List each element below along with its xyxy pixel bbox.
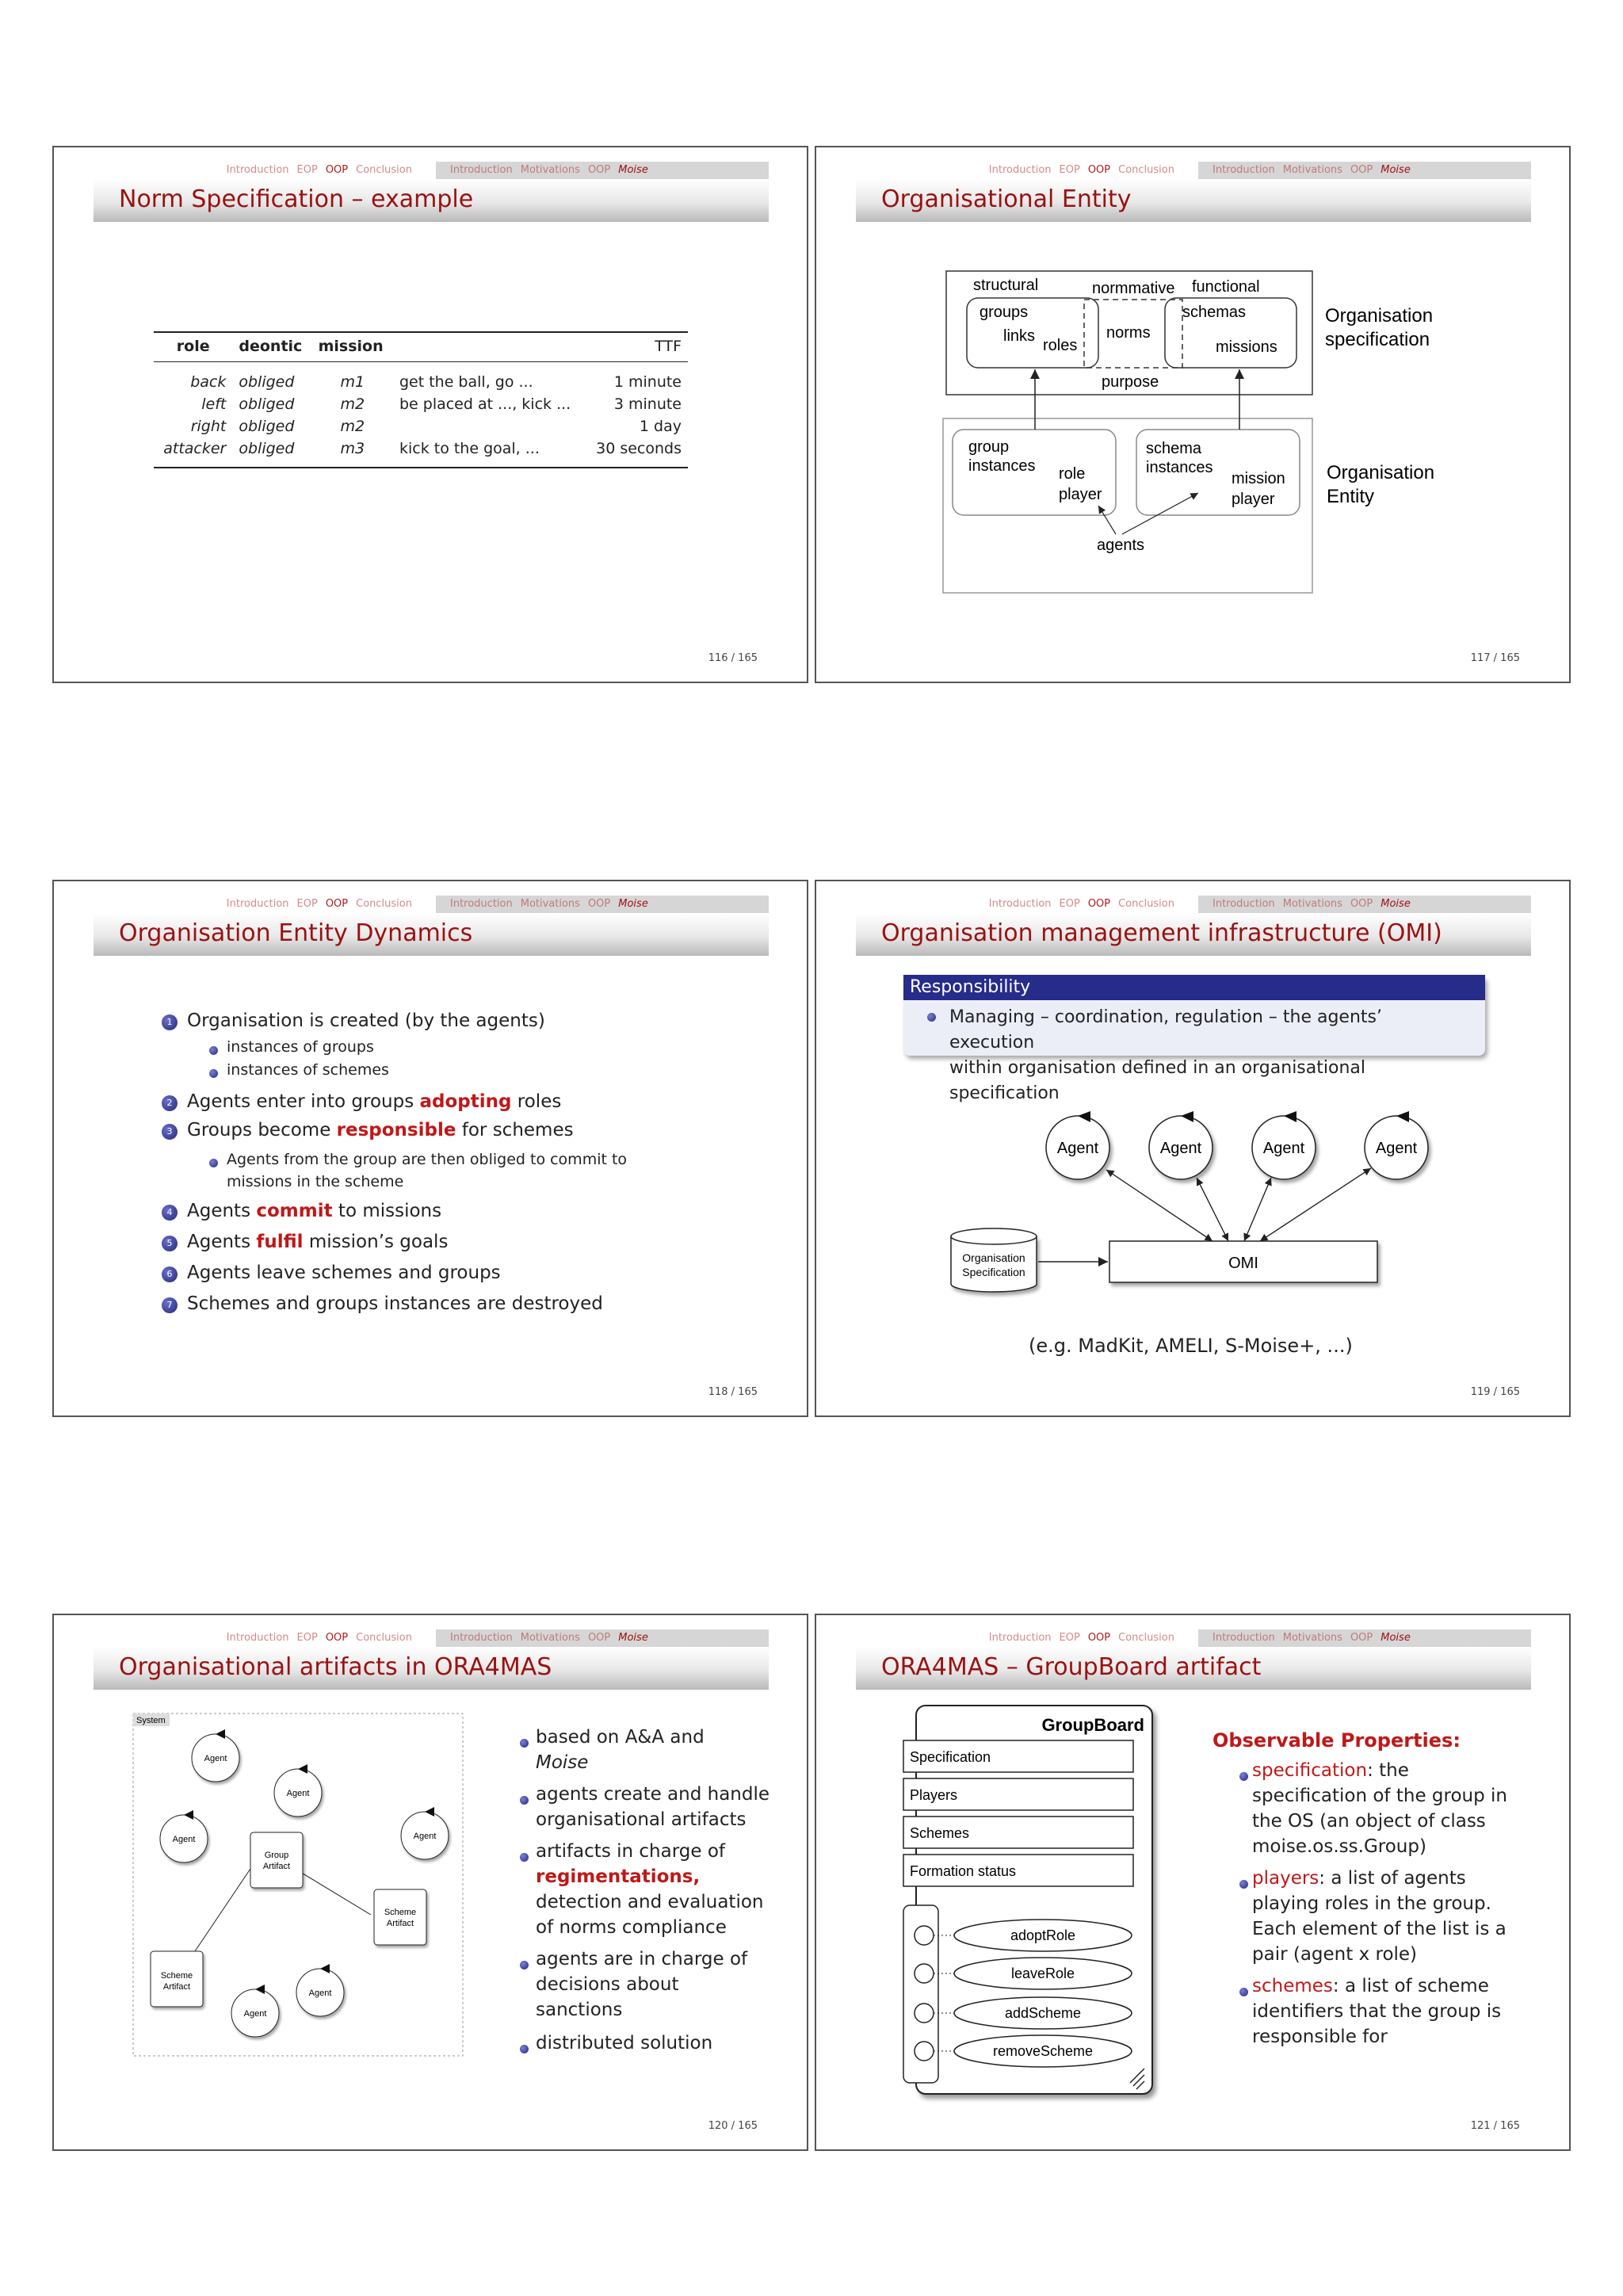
nav-conclusion[interactable]: Conclusion — [1118, 898, 1174, 910]
nav-introduction[interactable]: Introduction — [988, 1632, 1052, 1644]
organisational-entity-diagram — [816, 147, 1572, 685]
bullet-icon — [1239, 1772, 1248, 1781]
svg-text:Agent: Agent — [204, 1754, 227, 1763]
agent-node — [1252, 1111, 1316, 1179]
groups-label: groups — [980, 304, 1029, 321]
num-1: 1 — [162, 1014, 178, 1030]
artifact-name: GroupBoard — [1041, 1715, 1144, 1735]
page-number: 121 / 165 — [1470, 2120, 1520, 2132]
nav-introduction[interactable]: Introduction — [226, 898, 289, 910]
cell-ttf: 3 minute — [613, 395, 682, 413]
svg-text:Agent: Agent — [243, 2009, 267, 2019]
block-title: Responsibility — [903, 975, 1485, 1000]
num-4: 4 — [162, 1205, 178, 1221]
observable-properties — [816, 1615, 1572, 2153]
svg-text:Agent: Agent — [172, 1835, 196, 1844]
col-ttf: TTF — [586, 332, 688, 362]
spec-database — [951, 1228, 1037, 1292]
list-subitem: Agents from the group are then obliged to commit to — [227, 1151, 628, 1168]
svg-text:addScheme: addScheme — [1004, 2005, 1082, 2021]
nav-eop[interactable]: EOP — [1059, 164, 1080, 176]
svg-text:Agent: Agent — [1262, 1140, 1305, 1157]
cell-mission: m1 — [340, 373, 365, 391]
bullet-text: based on A&A and Moise — [536, 1727, 705, 1773]
nav-introduction[interactable]: Introduction — [226, 1632, 289, 1644]
page-number: 119 / 165 — [1470, 1386, 1520, 1398]
num-2: 2 — [162, 1095, 178, 1111]
svg-text:Artifact: Artifact — [262, 1862, 291, 1871]
cell-deontic: obliged — [239, 440, 295, 457]
cell-ttf: 30 seconds — [596, 440, 682, 457]
cell-mission: m2 — [340, 395, 365, 413]
subnav-oop[interactable]: OOP — [587, 164, 611, 176]
col-role: role — [154, 332, 232, 362]
nav-introduction[interactable]: Introduction — [988, 898, 1052, 910]
cell-mission: m2 — [340, 418, 365, 435]
bullet-text: agents create and handle organisational artifacts — [536, 1784, 770, 1830]
omi-label: OMI — [1228, 1255, 1258, 1272]
functional-label: functional — [1192, 278, 1260, 296]
nav-conclusion[interactable]: Conclusion — [356, 898, 412, 910]
nav-conclusion[interactable]: Conclusion — [1118, 1632, 1174, 1644]
subnav-oop[interactable]: OOP — [587, 898, 611, 910]
group-instances-label-1: group — [968, 438, 1010, 456]
dynamics-list — [54, 881, 810, 1419]
bullet-icon — [1239, 1988, 1248, 1996]
cell-description: kick to the goal, ... — [399, 440, 540, 457]
schema-instances-label-2: instances — [1146, 459, 1213, 476]
nav-eop[interactable]: EOP — [296, 164, 318, 176]
list-item: Groups become responsible for schemes — [187, 1120, 574, 1140]
table-row — [154, 393, 688, 415]
cell-deontic: obliged — [239, 373, 295, 391]
svg-text:Agent: Agent — [1375, 1140, 1418, 1157]
cell-description: be placed at ..., kick ... — [399, 395, 571, 413]
subnav-moise[interactable]: Moise — [1381, 164, 1411, 176]
svg-text:Agent: Agent — [1056, 1140, 1099, 1157]
subnav-motivations[interactable]: Motivations — [520, 1632, 580, 1644]
purpose-label: purpose — [1102, 373, 1159, 391]
nav-oop[interactable]: OOP — [1087, 898, 1111, 910]
page-number: 116 / 165 — [708, 652, 758, 664]
subnav-introduction[interactable]: Introduction — [450, 1632, 513, 1644]
slide-title: Organisational artifacts in ORA4MAS — [119, 1653, 552, 1681]
subnav-oop[interactable]: OOP — [1350, 164, 1373, 176]
slide-116 — [52, 146, 808, 683]
system-label: System — [136, 1716, 166, 1725]
subnav-moise[interactable]: Moise — [1381, 898, 1411, 910]
subnav-moise[interactable]: Moise — [618, 164, 648, 176]
num-3: 3 — [162, 1124, 178, 1140]
list-subitem: missions in the scheme — [227, 1173, 404, 1190]
svg-text:Scheme: Scheme — [384, 1908, 417, 1917]
cell-role: right — [190, 418, 227, 435]
subnav-oop[interactable]: OOP — [1350, 898, 1373, 910]
nav-introduction[interactable]: Introduction — [226, 164, 289, 176]
bullet-text: schemes: a list of scheme identifiers that the group is responsible for — [1252, 1976, 1502, 2047]
nav-conclusion[interactable]: Conclusion — [1118, 164, 1174, 176]
bullet-icon — [1239, 1880, 1248, 1889]
table-row — [154, 415, 688, 437]
list-subitem: instances of schemes — [227, 1061, 389, 1079]
col-mission: mission — [312, 332, 393, 362]
ora4mas-bullets — [54, 1615, 810, 2153]
group-instances-label-2: instances — [968, 457, 1036, 475]
svg-text:Agent: Agent — [308, 1988, 332, 1998]
arrow-agents-to-mission — [1122, 493, 1198, 534]
spec-caption-1: Organisation — [1325, 305, 1434, 327]
schemas-label: schemas — [1182, 304, 1247, 321]
svg-text:Agent: Agent — [413, 1832, 437, 1841]
mission-player-label-1: mission — [1232, 470, 1285, 487]
nav-bar — [94, 162, 807, 179]
subnav-oop[interactable]: OOP — [587, 1632, 611, 1644]
svg-text:Players: Players — [910, 1787, 958, 1803]
list-item: Organisation is created (by the agents) — [187, 1010, 545, 1031]
slide-title: ORA4MAS – GroupBoard artifact — [881, 1653, 1262, 1681]
nav-eop[interactable]: EOP — [296, 1632, 318, 1644]
num-7: 7 — [162, 1297, 178, 1313]
cell-deontic: obliged — [239, 418, 295, 435]
nav-eop[interactable]: EOP — [1059, 1632, 1080, 1644]
role-player-label-2: player — [1059, 486, 1102, 503]
agent-node — [1046, 1111, 1109, 1179]
svg-text:Specification: Specification — [962, 1266, 1025, 1278]
omi-examples: (e.g. MadKit, AMELI, S-Moise+, ...) — [1029, 1335, 1353, 1357]
nav-eop[interactable]: EOP — [296, 898, 318, 910]
slide-118 — [52, 880, 808, 1417]
subnav-motivations[interactable]: Motivations — [1282, 1632, 1342, 1644]
agent-node — [1365, 1111, 1428, 1179]
svg-text:Group: Group — [264, 1851, 289, 1860]
list-item: Agents leave schemes and groups — [187, 1263, 501, 1283]
nav-conclusion[interactable]: Conclusion — [356, 1632, 412, 1644]
role-player-label-1: role — [1059, 465, 1086, 483]
subnav-introduction[interactable]: Introduction — [1212, 1632, 1275, 1644]
slide-119 — [815, 880, 1571, 1417]
cell-description: get the ball, go ... — [399, 373, 533, 391]
agent-node — [1149, 1111, 1212, 1179]
page-number: 120 / 165 — [708, 2120, 758, 2132]
subnav-introduction[interactable]: Introduction — [1212, 898, 1275, 910]
slide-title: Organisational Entity — [881, 185, 1132, 213]
entity-caption-2: Entity — [1327, 486, 1375, 507]
bullet-text: specification: the specification of the group in the OS (an object of class moise.os.ss.Group) — [1252, 1760, 1507, 1857]
missions-label: missions — [1216, 338, 1277, 356]
roles-label: roles — [1043, 337, 1078, 354]
slide-117 — [815, 146, 1571, 683]
nav-introduction[interactable]: Introduction — [988, 164, 1052, 176]
svg-text:Specification: Specification — [910, 1749, 991, 1765]
subnav-introduction[interactable]: Introduction — [450, 164, 513, 176]
col-deontic: deontic — [232, 332, 311, 362]
bullet-text: artifacts in charge of regimentations, detection and evaluation of norms compliance — [536, 1841, 764, 1938]
nav-oop[interactable]: OOP — [325, 1632, 349, 1644]
nav-oop[interactable]: OOP — [1087, 1632, 1111, 1644]
slide-title: Norm Specification – example — [119, 185, 474, 213]
schema-instances-label-1: schema — [1146, 440, 1202, 457]
mission-player-label-2: player — [1232, 491, 1275, 508]
agents-label: agents — [1097, 537, 1145, 554]
subnav-motivations[interactable]: Motivations — [520, 898, 580, 910]
cell-role: attacker — [163, 440, 227, 457]
nav-oop[interactable]: OOP — [325, 898, 349, 910]
bullet-icon — [209, 1159, 218, 1167]
norms-label: norms — [1106, 324, 1151, 342]
svg-text:Organisation: Organisation — [962, 1251, 1025, 1264]
svg-text:removeScheme: removeScheme — [992, 2043, 1094, 2059]
cell-ttf: 1 day — [639, 418, 682, 435]
observable-heading: Observable Properties: — [1212, 1729, 1461, 1752]
svg-text:Scheme: Scheme — [160, 1971, 193, 1981]
page-number: 118 / 165 — [708, 1386, 758, 1398]
subnav-introduction[interactable]: Introduction — [1212, 164, 1275, 176]
cell-ttf: 1 minute — [613, 373, 682, 391]
list-subitem: instances of groups — [227, 1038, 374, 1056]
page-number: 117 / 165 — [1470, 652, 1520, 664]
svg-text:Agent: Agent — [1159, 1140, 1202, 1157]
num-6: 6 — [162, 1266, 178, 1282]
subnav-introduction[interactable]: Introduction — [450, 898, 513, 910]
cell-role: back — [190, 373, 227, 391]
cell-description — [393, 415, 586, 437]
svg-text:Artifact: Artifact — [162, 1982, 191, 1992]
structural-label: structural — [973, 277, 1039, 294]
bullet-icon — [209, 1069, 218, 1078]
nav-eop[interactable]: EOP — [1059, 898, 1080, 910]
subnav-motivations[interactable]: Motivations — [1282, 898, 1342, 910]
subnav-motivations[interactable]: Motivations — [520, 164, 580, 176]
bullet-text: distributed solution — [536, 2033, 713, 2053]
num-5: 5 — [162, 1236, 178, 1251]
svg-text:Schemes: Schemes — [910, 1825, 970, 1841]
normative-label: normmative — [1092, 280, 1175, 297]
subnav-oop[interactable]: OOP — [1350, 1632, 1373, 1644]
svg-text:adoptRole: adoptRole — [1010, 1927, 1076, 1943]
cell-deontic: obliged — [239, 395, 295, 413]
slide-120 — [52, 1614, 808, 2151]
svg-text:Formation status: Formation status — [910, 1863, 1017, 1879]
subnav-moise[interactable]: Moise — [1381, 1632, 1411, 1644]
spec-caption-2: specification — [1325, 329, 1430, 350]
nav-conclusion[interactable]: Conclusion — [356, 164, 412, 176]
links-label: links — [1003, 327, 1036, 345]
list-item: Schemes and groups instances are destroyed — [187, 1293, 603, 1314]
bullet-text: players: a list of agents playing roles in the group. Each element of the list is a pair (agent x role) — [1252, 1868, 1507, 1965]
arrow-agents-to-role — [1098, 506, 1116, 534]
table-row — [154, 437, 688, 468]
slide-title: Organisation Entity Dynamics — [119, 919, 473, 947]
list-item: Agents enter into groups adopting roles — [187, 1091, 562, 1112]
svg-text:Artifact: Artifact — [386, 1919, 414, 1928]
svg-text:Agent: Agent — [286, 1789, 310, 1798]
svg-text:leaveRole: leaveRole — [1010, 1966, 1075, 1981]
cell-role: left — [201, 395, 227, 413]
bullet-icon — [209, 1046, 218, 1055]
subnav-moise[interactable]: Moise — [618, 898, 648, 910]
list-item: Agents fulfil mission’s goals — [187, 1232, 449, 1252]
title-bar — [94, 179, 769, 222]
table-row — [154, 362, 688, 394]
block-text: Managing – coordination, regulation – the agents’ execution within organisation defined in an organisational specification — [949, 1007, 1382, 1103]
norms-table — [154, 331, 688, 468]
subnav-moise[interactable]: Moise — [618, 1632, 648, 1644]
nav-oop[interactable]: OOP — [325, 164, 349, 176]
slide-title: Organisation management infrastructure (OMI) — [881, 919, 1442, 947]
subnav-motivations[interactable]: Motivations — [1282, 164, 1342, 176]
list-item: Agents commit to missions — [187, 1201, 442, 1221]
bullet-text: agents are in charge of decisions about sanctions — [536, 1949, 748, 2020]
entity-caption-1: Organisation — [1327, 462, 1435, 483]
col-description — [393, 332, 586, 362]
cell-mission: m3 — [340, 440, 365, 457]
nav-oop[interactable]: OOP — [1087, 164, 1111, 176]
slide-121 — [815, 1614, 1571, 2151]
